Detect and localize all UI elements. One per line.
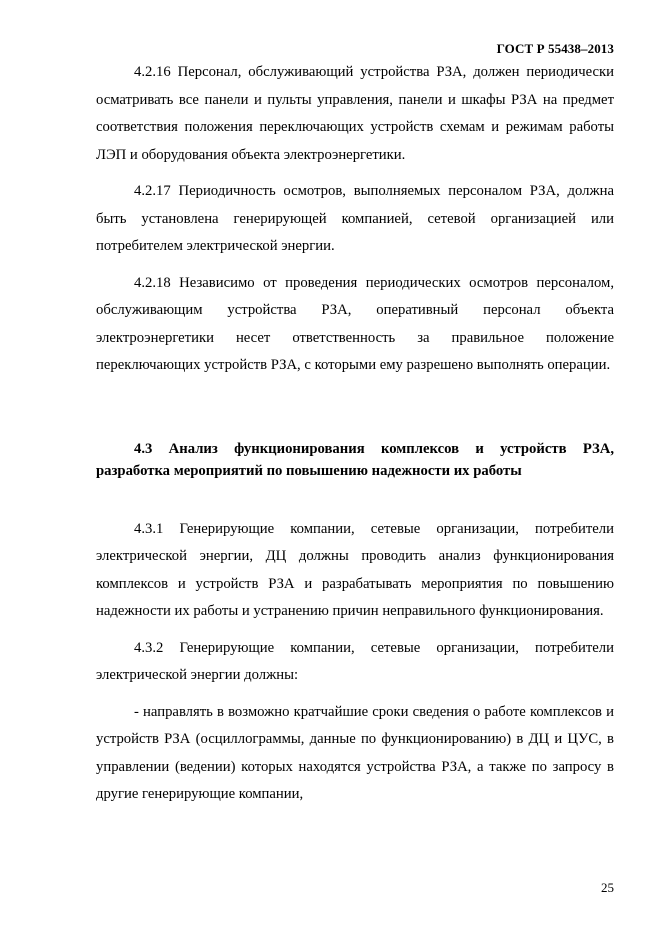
paragraph-4-2-17: 4.2.17 Периодичность осмотров, выполняемых персоналом РЗА, должна быть установлена генерирующей компанией, сетевой организацией или потребителем электрической энергии.	[96, 183, 614, 254]
document-code-header: ГОСТ Р 55438–2013	[496, 41, 614, 56]
paragraph-4-3-1: 4.3.1 Генерирующие компании, сетевые организации, потребители электрической энергии, ДЦ должны проводить анализ функционирования комплексов и устройств РЗА и разрабатывать мероприятия по повышению надежности их работы и устранению причин неправильного функционирования.	[96, 520, 614, 619]
paragraph-4-2-16: 4.2.16 Персонал, обслуживающий устройства РЗА, должен периодически осматривать все панели и пульты управления, панели и шкафы РЗА на предмет соответствия положения переключающих устройств схемам и режимам работы ЛЭП и оборудования объекта электроэнергетики.	[96, 64, 614, 163]
paragraph-4-2-18: 4.2.18 Независимо от проведения периодических осмотров персоналом, обслуживающим устройства РЗА, оперативный персонал объекта электроэнергетики несет ответственность за правильное положение переключающих устройств РЗА, с которыми ему разрешено выполнять операции.	[96, 274, 614, 373]
page-body	[96, 59, 614, 809]
page-number: 25	[601, 880, 614, 895]
paragraph-4-3-2: 4.3.2 Генерирующие компании, сетевые организации, потребители электрической энергии должны:	[96, 639, 614, 683]
list-item-send-data: - направлять в возможно кратчайшие сроки сведения о работе комплексов и устройств РЗА (осциллограммы, данные по функционированию) в ДЦ и ЦУС, в управлении (ведении) которых находятся устройства РЗА, а также по запросу в другие генерирующие компании,	[96, 703, 614, 802]
section-heading-4-3: 4.3 Анализ функционирования комплексов и устройств РЗА, разработка мероприятий по повышению надежности их работы	[96, 440, 614, 479]
